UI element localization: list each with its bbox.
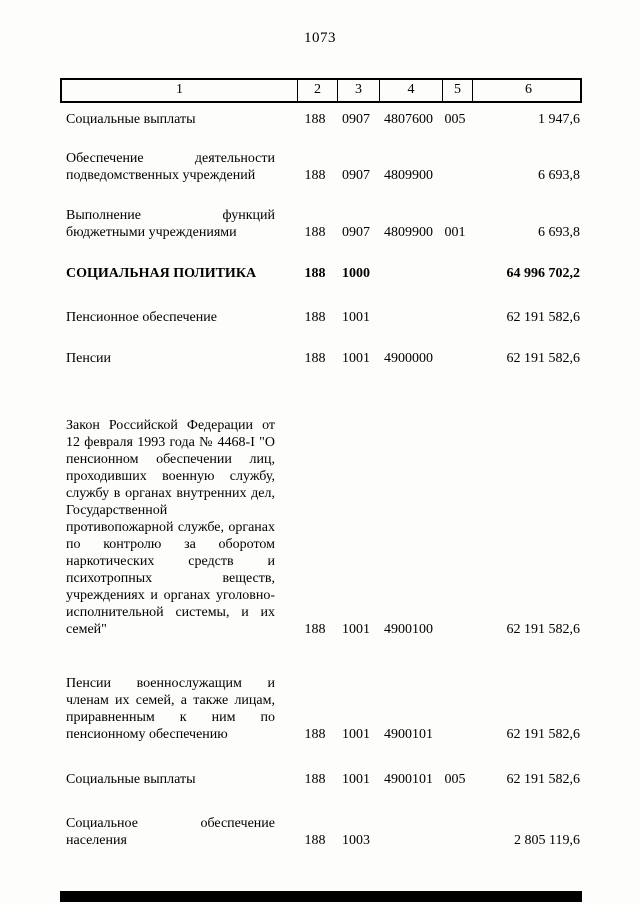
page-number: 1073: [304, 30, 336, 46]
row-code-3: 0907: [342, 168, 370, 183]
row-code-4: 4809900: [384, 225, 433, 240]
column-header-5: 5: [442, 80, 472, 101]
row-amount: 64 996 702,2: [506, 266, 580, 281]
row-code-4: 4900101: [384, 772, 433, 787]
row-amount: 62 191 582,6: [506, 351, 580, 366]
row-code-4: 4900000: [384, 351, 433, 366]
row-code-4: 4900101: [384, 727, 433, 742]
row-code-5: 005: [444, 772, 466, 787]
row-amount: 6 693,8: [538, 168, 580, 183]
table-row-law-reference: [60, 417, 582, 638]
table-row: [60, 350, 582, 367]
row-description: Социальные выплаты: [66, 772, 196, 787]
row-description: Обеспечение деятельности подведомственных учреждений: [66, 151, 275, 183]
row-code-4: 4809900: [384, 168, 433, 183]
column-header-4: 4: [379, 80, 442, 101]
row-description: Социальное обеспечение населения: [66, 816, 275, 848]
table-row: [60, 111, 582, 128]
table-row: [60, 815, 582, 849]
row-description: Пенсионное обеспечение: [66, 310, 217, 325]
row-description: СОЦИАЛЬНАЯ ПОЛИТИКА: [66, 266, 257, 281]
row-code-3: 1003: [342, 833, 370, 848]
row-code-5: 005: [444, 112, 466, 127]
row-amount: 62 191 582,6: [506, 772, 580, 787]
table-row-section-heading: [60, 265, 582, 282]
row-description: Пенсии военнослужащим и членам их семей, а также лицам, приравненным к ним по пенсионному обеспечению: [66, 676, 275, 742]
row-code-3: 1001: [342, 727, 370, 742]
row-amount: 62 191 582,6: [506, 622, 580, 637]
table-row: [60, 207, 582, 241]
row-description: Пенсии: [66, 351, 112, 366]
row-code-2: 188: [304, 351, 326, 366]
row-code-5: 001: [444, 225, 466, 240]
row-code-2: 188: [304, 266, 326, 281]
table-row: [60, 309, 582, 326]
row-code-3: 1001: [342, 351, 370, 366]
row-code-2: 188: [304, 112, 326, 127]
row-code-4: 4807600: [384, 112, 433, 127]
row-code-2: 188: [304, 310, 326, 325]
row-code-3: 1000: [342, 266, 370, 281]
row-code-3: 0907: [342, 225, 370, 240]
row-code-3: 1001: [342, 310, 370, 325]
table-header-row: [60, 78, 582, 103]
row-code-3: 1001: [342, 622, 370, 637]
row-code-2: 188: [304, 833, 326, 848]
row-code-3: 1001: [342, 772, 370, 787]
row-code-2: 188: [304, 727, 326, 742]
row-description: Социальные выплаты: [66, 112, 196, 127]
row-amount: 6 693,8: [538, 225, 580, 240]
row-amount: 1 947,6: [538, 112, 580, 127]
table-row: [60, 675, 582, 743]
table-bottom-rule: [60, 891, 582, 902]
row-code-2: 188: [304, 772, 326, 787]
row-amount: 2 805 119,6: [514, 833, 580, 848]
row-description: Закон Российской Федерации от 12 февраля 1993 года № 4468-I "О пенсионном обеспечении лиц, проходивших военную службу, службу в органах внутренних дел, Государственной противопожарной службе, органах по контролю за оборотом наркотических средств и психотропных веществ, учреждениях и органах уголовно-исполнительной системы, и их семей": [66, 418, 275, 637]
column-header-6: 6: [472, 80, 584, 101]
row-code-2: 188: [304, 168, 326, 183]
column-header-3: 3: [337, 80, 379, 101]
column-header-1: 1: [176, 82, 183, 97]
column-header-2: 2: [297, 80, 337, 101]
budget-table: [60, 78, 582, 902]
row-amount: 62 191 582,6: [506, 310, 580, 325]
row-code-2: 188: [304, 225, 326, 240]
row-description: Выполнение функций бюджетными учреждениями: [66, 208, 275, 240]
row-amount: 62 191 582,6: [506, 727, 580, 742]
table-row: [60, 150, 582, 184]
row-code-3: 0907: [342, 112, 370, 127]
row-code-2: 188: [304, 622, 326, 637]
row-code-4: 4900100: [384, 622, 433, 637]
table-row: [60, 771, 582, 788]
